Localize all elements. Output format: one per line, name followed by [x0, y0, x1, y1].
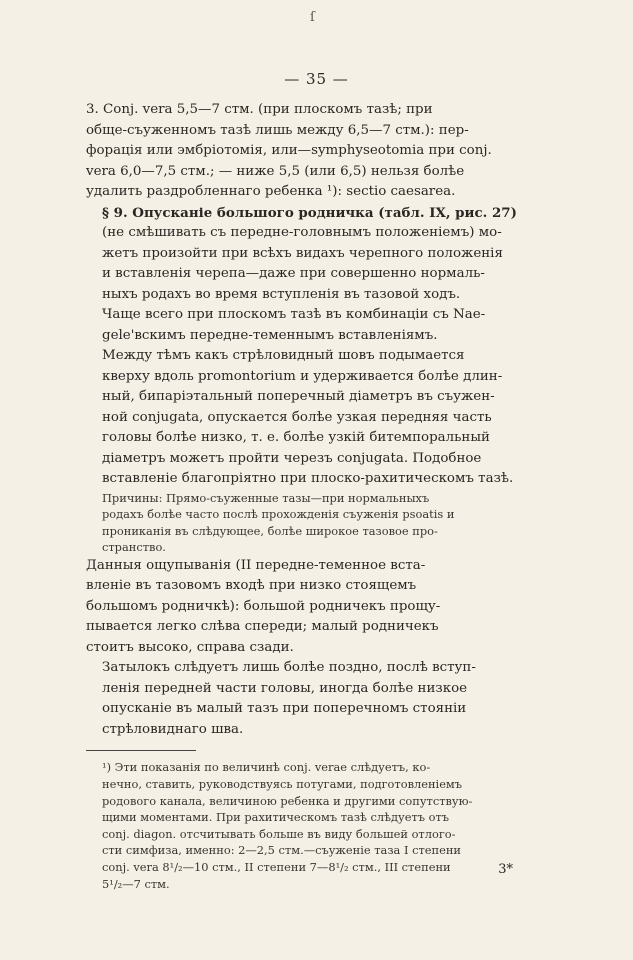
line: Между тѣмъ какъ стрѣловидный шовъ подымается: [102, 348, 465, 363]
line: 3. Conj. vera 5,5—7 стм. (при плоскомъ тазѣ; при: [86, 102, 433, 117]
line: ной conjugata, опускается болѣе узкая передняя часть: [102, 409, 492, 425]
line: большомъ родничкѣ): большой родничекъ прощу-: [86, 598, 441, 614]
line: сти симфиза, именно: 2—2,5 стм.—съуженіе таза I степени: [102, 843, 462, 858]
line: странство.: [102, 540, 166, 555]
line: пывается легко слѣва спереди; малый родничекъ: [86, 619, 439, 635]
line: форація или эмбріотомія, или—symphyseotomia при conj.: [86, 143, 492, 158]
line: ленія передней части головы, иногда болѣе низкое: [102, 680, 468, 696]
line: опусканіе въ малый тазъ при поперечномъ стояніи: [102, 701, 467, 717]
line: діаметръ можетъ пройти черезъ conjugata. Подобное: [102, 450, 482, 466]
line: Чаще всего при плоскомъ тазѣ въ комбинаціи съ Nae-: [102, 307, 486, 322]
line: родахъ болѣе часто послѣ прохожденія съуженія psoatis и: [102, 507, 455, 522]
line: ный, бипаріэтальный поперечный діаметръ въ съужен-: [102, 389, 495, 404]
top-mark: ſ: [310, 10, 315, 25]
line: и вставленія черепа—даже при совершенно нормаль-: [102, 266, 485, 281]
line: вленіе въ тазовомъ входѣ при низко стоящемъ: [86, 578, 417, 594]
line: вставленіе благопріятно при плоско-рахитическомъ тазѣ.: [102, 471, 514, 486]
line: стоитъ высоко, справа сзади.: [86, 639, 294, 655]
line: Затылокъ слѣдуетъ лишь болѣе поздно, послѣ вступ-: [102, 660, 476, 676]
paragraph-mechanism: [86, 346, 548, 490]
paragraph-conj-vera: [86, 100, 548, 203]
line: нечно, ставить, руководствуясь потугами, подготовленіемъ: [102, 776, 463, 791]
line: conj. vera 8¹/₂—10 стм., II степени 7—8¹/₂ стм., III степени: [102, 859, 451, 874]
section-heading-line: § 9. Опусканіе большого родничка (табл. IX, рис. 27): [102, 204, 517, 221]
line: (не смѣшивать съ передне-головнымъ положеніемъ) мо-: [102, 225, 502, 240]
line: gele'вскимъ передне-теменнымъ вставленіямъ.: [102, 327, 438, 343]
line: 5¹/₂—7 стм.: [102, 876, 170, 891]
line: жетъ произойти при всѣхъ видахъ черепного положенія: [102, 245, 503, 261]
footnote: [86, 759, 548, 892]
line: ¹) Эти показанія по величинѣ conj. verae слѣдуетъ, ко-: [102, 760, 431, 775]
line: vera 6,0—7,5 стм.; — ниже 5,5 (или 6,5) нельзя болѣе: [86, 163, 465, 179]
line: Причины: Прямо-съуженные тазы—при нормальныхъ: [102, 490, 430, 505]
line: conj. diagon. отсчитывать больше въ виду большей отлого-: [102, 826, 456, 841]
line: стрѣловиднаго шва.: [102, 721, 244, 737]
line: кверху вдоль promontorium и удерживается болѣе длин-: [102, 368, 503, 384]
line: родового канала, величиною ребенка и другими сопутствую-: [102, 793, 473, 808]
paragraph-palpation: [86, 556, 548, 659]
page-number: — 35 —: [284, 70, 349, 88]
line: Данныя ощупыванія (II передне-теменное вста-: [86, 557, 426, 573]
line: щими моментами. При рахитическомъ тазѣ слѣдуетъ отъ: [102, 810, 450, 825]
page-body: [86, 100, 548, 892]
line: ныхъ родахъ во время вступленія въ тазовой ходъ.: [102, 286, 461, 302]
line: головы болѣе низко, т. е. болѣе узкій битемпоральный: [102, 430, 490, 445]
line: удалить раздробленнаго ребенка ¹): sectio caesarea.: [86, 184, 456, 199]
paragraph-section-9: [86, 203, 548, 347]
footnote-divider: [86, 750, 196, 751]
signature-mark: 3*: [498, 862, 513, 877]
line: обще-съуженномъ тазѣ лишь между 6,5—7 стм.): пер-: [86, 122, 469, 138]
paragraph-causes: [86, 490, 548, 556]
line: прониканія въ слѣдующее, болѣе широкое тазовое про-: [102, 523, 438, 538]
paragraph-occiput: [86, 658, 548, 740]
